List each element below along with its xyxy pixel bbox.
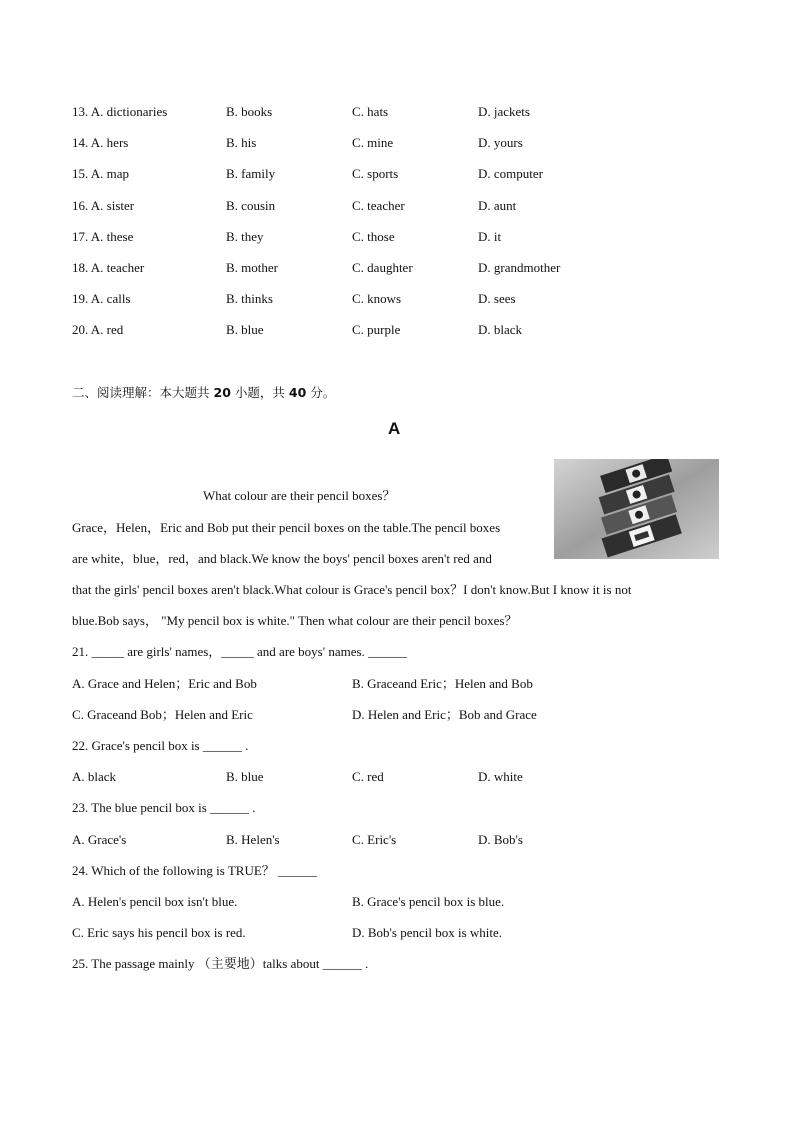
option-a[interactable]: 14. A. hers xyxy=(72,135,129,151)
option-a[interactable]: 20. A. red xyxy=(72,322,124,338)
question-row xyxy=(0,135,794,155)
pencil-boxes-photo xyxy=(554,459,719,559)
question-22-option-a[interactable]: A. black xyxy=(72,769,117,784)
question-21-stem: 21. _____ are girls' names，_____ and are boys' names. ______ xyxy=(72,644,408,659)
question-21-option-b[interactable]: B. Graceand Eric；Helen and Bob xyxy=(352,676,533,691)
question-23-option-c[interactable]: C. Eric's xyxy=(352,832,397,847)
question-23-stem: 23. The blue pencil box is ______ . xyxy=(72,800,256,815)
option-a[interactable]: 13. A. dictionaries xyxy=(72,104,168,119)
option-c[interactable]: C. daughter xyxy=(352,260,413,275)
option-b[interactable]: B. cousin xyxy=(226,197,276,213)
passage-title: What colour are their pencil boxes？ xyxy=(203,488,396,503)
option-b[interactable]: B. books xyxy=(226,104,273,119)
option-d[interactable]: D. yours xyxy=(478,135,523,151)
passage-letter: A xyxy=(388,419,401,438)
question-24-option-c[interactable]: C. Eric says his pencil box is red. xyxy=(72,925,246,940)
question-24-option-a[interactable]: A. Helen's pencil box isn't blue. xyxy=(72,894,238,909)
passage-line-2: are white，blue，red，and black.We know the boys' pencil boxes aren't red and xyxy=(72,551,492,566)
question-row xyxy=(0,198,794,218)
question-row xyxy=(0,291,794,311)
option-d[interactable]: D. black xyxy=(478,322,523,338)
section-suffix: 分。 xyxy=(310,385,336,400)
option-c[interactable]: C. mine xyxy=(352,135,394,151)
option-a[interactable]: 15. A. map xyxy=(72,166,130,182)
option-d[interactable]: D. jackets xyxy=(478,104,530,119)
question-22-option-c[interactable]: C. red xyxy=(352,769,384,784)
question-row xyxy=(0,104,794,124)
question-23-option-d[interactable]: D. Bob's xyxy=(478,832,523,847)
question-21-option-a[interactable]: A. Grace and Helen；Eric and Bob xyxy=(72,676,257,691)
question-row xyxy=(0,260,794,280)
option-c[interactable]: C. sports xyxy=(352,166,399,182)
passage-line-1: Grace，Helen，Eric and Bob put their pencil boxes on the table.The pencil boxes xyxy=(72,520,501,535)
option-b[interactable]: B. they xyxy=(226,228,264,244)
option-a[interactable]: 17. A. these xyxy=(72,228,134,244)
question-row xyxy=(0,166,794,186)
question-23-option-b[interactable]: B. Helen's xyxy=(226,832,280,847)
question-22-option-d[interactable]: D. white xyxy=(478,769,523,784)
option-b[interactable]: B. family xyxy=(226,166,276,182)
question-row xyxy=(0,322,794,342)
pencil-boxes-image-icon xyxy=(554,459,719,559)
question-23-option-a[interactable]: A. Grace's xyxy=(72,832,127,847)
question-24-option-b[interactable]: B. Grace's pencil box is blue. xyxy=(352,894,505,909)
option-c[interactable]: C. purple xyxy=(352,322,401,338)
option-c[interactable]: C. knows xyxy=(352,291,402,307)
option-a[interactable]: 16. A. sister xyxy=(72,197,135,213)
section-mid: 小题，共 xyxy=(234,385,285,400)
question-24-stem: 24. Which of the following is TRUE？ ______ xyxy=(72,863,318,878)
passage-line-4: blue.Bob says， "My pencil box is white." Then what colour are their pencil boxes？ xyxy=(72,613,518,628)
option-b[interactable]: B. mother xyxy=(226,260,278,275)
option-d[interactable]: D. grandmother xyxy=(478,260,561,275)
option-d[interactable]: D. computer xyxy=(478,166,543,182)
section-heading xyxy=(72,385,335,401)
passage-line-3: that the girls' pencil boxes aren't black.What colour is Grace's pencil box？I don't know.But I know it is not xyxy=(72,582,632,597)
option-c[interactable]: C. those xyxy=(352,228,395,244)
question-row xyxy=(0,229,794,249)
question-25-stem: 25. The passage mainly （主要地）talks about ______ . xyxy=(72,956,369,971)
question-21-option-d[interactable]: D. Helen and Eric；Bob and Grace xyxy=(352,707,537,722)
option-a[interactable]: 19. A. calls xyxy=(72,291,131,307)
question-24-option-d[interactable]: D. Bob's pencil box is white. xyxy=(352,925,503,940)
option-c[interactable]: C. teacher xyxy=(352,197,405,213)
question-22-option-b[interactable]: B. blue xyxy=(226,769,264,784)
option-d[interactable]: D. aunt xyxy=(478,197,517,213)
option-b[interactable]: B. his xyxy=(226,135,257,151)
option-a[interactable]: 18. A. teacher xyxy=(72,260,145,275)
section-count: 20 xyxy=(213,385,231,400)
question-21-option-c[interactable]: C. Graceand Bob；Helen and Eric xyxy=(72,707,253,722)
question-22-stem: 22. Grace's pencil box is ______ . xyxy=(72,738,249,753)
section-prefix: 二、阅读理解：本大题共 xyxy=(72,385,210,400)
section-score: 40 xyxy=(288,385,307,400)
option-d[interactable]: D. sees xyxy=(478,291,516,307)
option-d[interactable]: D. it xyxy=(478,228,502,244)
option-b[interactable]: B. blue xyxy=(226,322,264,338)
option-c[interactable]: C. hats xyxy=(352,104,389,119)
option-b[interactable]: B. thinks xyxy=(226,291,273,307)
